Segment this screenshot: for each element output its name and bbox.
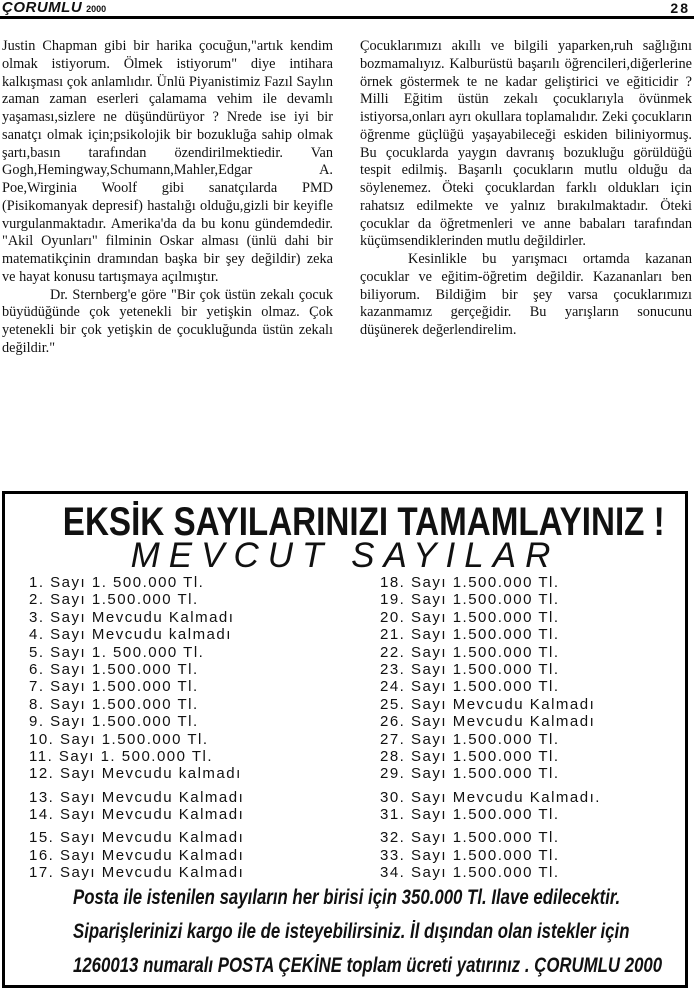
issue-item: 3. Sayı Mevcudu Kalmadı — [29, 608, 235, 626]
issue-item: 25. Sayı Mevcudu Kalmadı — [380, 695, 596, 713]
issue-item: 10. Sayı 1.500.000 Tl. — [29, 730, 209, 748]
issue-item: 5. Sayı 1. 500.000 Tl. — [29, 643, 205, 661]
issue-item: 1. Sayı 1. 500.000 Tl. — [29, 574, 205, 591]
issue-item: 28. Sayı 1.500.000 Tl. — [380, 747, 560, 765]
issue-item: 14. Sayı Mevcudu Kalmadı — [29, 806, 245, 824]
issue-item: 27. Sayı 1.500.000 Tl. — [380, 730, 560, 748]
issue-item: 31. Sayı 1.500.000 Tl. — [380, 806, 560, 824]
article-paragraph: Çocuklarımızı akıllı ve bilgili yaparken,ruh sağlığını bozmamalıyız. Kalburüstü başarılı öğrencileri,diğerlerine örnek göstermek te ne kadar geliştirici ve eğiticidir ? Milli Eğitim üstün zekalı çocuklarıyla övünmek istiyorsa,onları ayrı okullara toplamalıdır. Zeki çocukların öğrenme güçlüğü yaşayabileceği eskiden biliniyormuş. Bu çocuklarda yaygın davranış bozukluğu görüldüğü tespit edilmiş. Başarılı çocukların mutlu olduğu da söylenemez. Öteki çocuklardan farklı oldukları için rahatsız edilmekte ve yalnız bırakılmaktadır. Öteki çocuklar da öğretmenleri ve anne babaları tarafından küçümsendiklerinden mutlu değildirler. — [360, 38, 692, 250]
advert-title: EKSİK SAYILARINIZI TAMAMLAYINIZ ! — [62, 500, 665, 544]
advert-subtitle: MEVCUT SAYILAR — [130, 536, 560, 575]
issue-item: 11. Sayı 1. 500.000 Tl. — [29, 747, 214, 765]
issue-item: 24. Sayı 1.500.000 Tl. — [380, 678, 560, 696]
back-issues-advert — [2, 491, 688, 988]
issue-item: 6. Sayı 1.500.000 Tl. — [29, 660, 199, 678]
issue-item: 23. Sayı 1.500.000 Tl. — [380, 660, 560, 678]
brand-year: 2000 — [86, 4, 107, 14]
issue-item: 30. Sayı Mevcudu Kalmadı. — [380, 788, 601, 806]
issue-item: 8. Sayı 1.500.000 Tl. — [29, 695, 199, 713]
issue-item: 19. Sayı 1.500.000 Tl. — [380, 591, 560, 609]
issue-item: 16. Sayı Mevcudu Kalmadı — [29, 846, 245, 864]
article-paragraph: Justin Chapman gibi bir harika çocuğun,"artık kendim olmak istiyorum. Ölmek istiyorum" diye intihara kalkışması çok anlamlıdır. Ünlü Piyanistimiz Fazıl Saylın zaman zaman eserleri çalamama vehim ile devamlı yaşaması,sizlere ne düşündürüyor ? Nrede ise iyi bir sanatçı olmak için;psikolojik bir bozukluğa sahip olmak şartı,basın tarafından özendirilmektiedir. Van Gogh,Hemingway,Schumann,Mahler,Edgar A. Poe,Wirginia Woolf gibi sanatçılarda PMD (Pisikomanyak depresif) hastalığı olduğu,gizli bir keyifle vurgulanmaktadır. Amerika'da da bu konu gündemdedir. "Akil Oyunları" filminin Oskar alması (ünlü dahi bir matematikçinin dramından başka bir şey değildir) zeka ve hayat konusu tartışmaya açılmıştır. — [2, 38, 333, 285]
issue-list-left — [29, 574, 244, 882]
issue-item: 12. Sayı Mevcudu kalmadı — [29, 765, 242, 783]
article-paragraph: Kesinlikle bu yarışmacı ortamda kazanan çocuklar ve eğitim-öğretim değildir. Kazananları ben biliyorum. Bildiğim bir şey varsa çocuklarımızı kazanmamız gerçeğidir. Bu yarışların sonucunu düşünerek değerlendirelim. — [360, 251, 692, 338]
issue-item: 17. Sayı Mevcudu Kalmadı — [29, 864, 245, 882]
issue-item: 33. Sayı 1.500.000 Tl. — [380, 846, 560, 864]
issue-item: 29. Sayı 1.500.000 Tl. — [380, 765, 560, 783]
issue-item: 7. Sayı 1.500.000 Tl. — [29, 678, 199, 696]
advert-footer-postage: Posta ile istenilen sayıların her birisi için 350.000 Tl. Ilave edilecektir. — [73, 886, 621, 909]
issue-item: 13. Sayı Mevcudu Kalmadı — [29, 788, 245, 806]
advert-footer-payment: 1260013 numaralı POSTA ÇEKİNE toplam ücreti yatırınız . ÇORUMLU 2000 — [73, 954, 663, 977]
article-right-column — [360, 38, 692, 340]
issue-item: 15. Sayı Mevcudu Kalmadı — [29, 829, 245, 847]
article-left-column — [2, 38, 333, 358]
issue-item: 9. Sayı 1.500.000 Tl. — [29, 713, 199, 731]
issue-item: 2. Sayı 1.500.000 Tl. — [29, 591, 199, 609]
issue-item: 20. Sayı 1.500.000 Tl. — [380, 608, 560, 626]
magazine-brand — [2, 0, 106, 17]
issue-item: 21. Sayı 1.500.000 Tl. — [380, 626, 560, 644]
issue-item: 22. Sayı 1.500.000 Tl. — [380, 643, 560, 661]
article-paragraph: Dr. Sternberg'e göre "Bir çok üstün zekalı çocuk büyüdüğünde çok yetenekli bir yetişkin olmaz. Çok yetenekli bir çok yetişkin de çocukluğunda üstün zekalı değildir." — [2, 286, 333, 356]
issue-item: 32. Sayı 1.500.000 Tl. — [380, 829, 560, 847]
issue-list-right — [380, 574, 601, 882]
brand-name: ÇORUMLU — [2, 0, 83, 16]
issue-item: 26. Sayı Mevcudu Kalmadı — [380, 713, 596, 731]
page-header — [0, 0, 694, 20]
header-rule — [0, 16, 694, 19]
issue-item: 4. Sayı Mevcudu kalmadı — [29, 626, 232, 644]
issue-item: 34. Sayı 1.500.000 Tl. — [380, 864, 560, 882]
page-number: 28 — [670, 0, 690, 16]
advert-footer-shipping: Siparişlerinizi kargo ile de isteyebilirsiniz. İl dışından olan istekler için — [73, 920, 630, 943]
issue-item: 18. Sayı 1.500.000 Tl. — [380, 574, 560, 591]
